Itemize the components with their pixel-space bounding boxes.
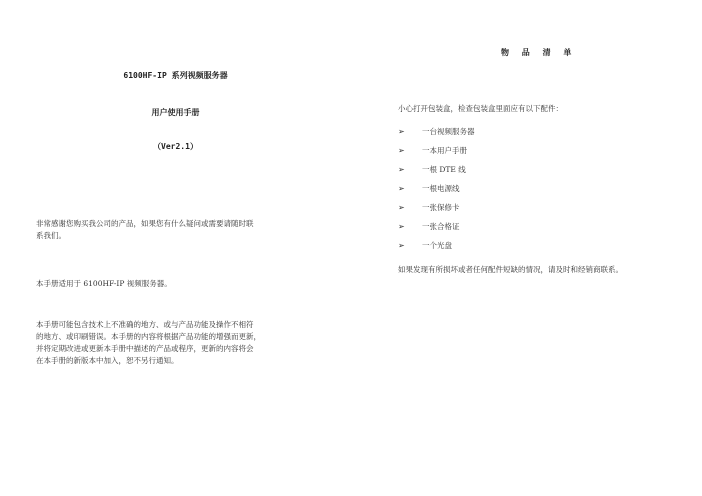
packing-outro: 如果发现有所损坏或者任何配件短缺的情况，请及时和经销商联系。 xyxy=(398,265,623,274)
packing-intro: 小心打开包装盒，检查包装盒里面应有以下配件： xyxy=(398,104,563,113)
version-label: （Ver2.1） xyxy=(153,142,198,151)
list-item-label: 一台视频服务器 xyxy=(422,127,475,136)
arrow-bullet-icon: ➢ xyxy=(398,127,405,136)
list-item-label: 一根电源线 xyxy=(422,184,460,193)
thanks-line: 系我们。 xyxy=(36,231,66,240)
list-item xyxy=(398,183,678,202)
thanks-paragraph xyxy=(36,218,308,242)
list-item-label: 一本用户手册 xyxy=(422,146,467,155)
arrow-bullet-icon: ➢ xyxy=(398,241,405,250)
disclaimer-line: 并将定期改进或更新本手册中描述的产品或程序，更新的内容将会 xyxy=(36,344,254,353)
list-item xyxy=(398,240,678,259)
arrow-bullet-icon: ➢ xyxy=(398,222,405,231)
list-item-label: 一根 DTE 线 xyxy=(422,165,466,174)
disclaimer-line: 在本手册的新版本中加入，恕不另行通知。 xyxy=(36,356,179,365)
arrow-bullet-icon: ➢ xyxy=(398,184,405,193)
list-item-label: 一个光盘 xyxy=(422,241,452,250)
list-item-label: 一张保修卡 xyxy=(422,203,460,212)
list-item xyxy=(398,145,678,164)
arrow-bullet-icon: ➢ xyxy=(398,146,405,155)
disclaimer-line: 本手册可能包含技术上不准确的地方、或与产品功能及操作不相符 xyxy=(36,320,254,329)
list-item xyxy=(398,164,678,183)
list-item xyxy=(398,202,678,221)
list-item xyxy=(398,221,678,240)
packing-list-title: 物 品 清 单 xyxy=(501,48,577,57)
manual-title: 用户使用手册 xyxy=(151,108,200,117)
scope-line: 本手册适用于 6100HF-IP 视频服务器。 xyxy=(36,279,172,288)
disclaimer-paragraph xyxy=(36,319,308,367)
arrow-bullet-icon: ➢ xyxy=(398,203,405,212)
disclaimer-line: 的地方、或印刷错误。本手册的内容将根据产品功能的增强而更新， xyxy=(36,332,261,341)
packing-checklist xyxy=(398,126,678,259)
product-title: 6100HF-IP 系列视频服务器 xyxy=(123,71,228,80)
list-item xyxy=(398,126,678,145)
arrow-bullet-icon: ➢ xyxy=(398,165,405,174)
thanks-line: 非常感谢您购买我公司的产品，如果您有什么疑问或需要请随时联 xyxy=(36,219,254,228)
scope-paragraph xyxy=(36,278,308,290)
list-item-label: 一张合格证 xyxy=(422,222,460,231)
